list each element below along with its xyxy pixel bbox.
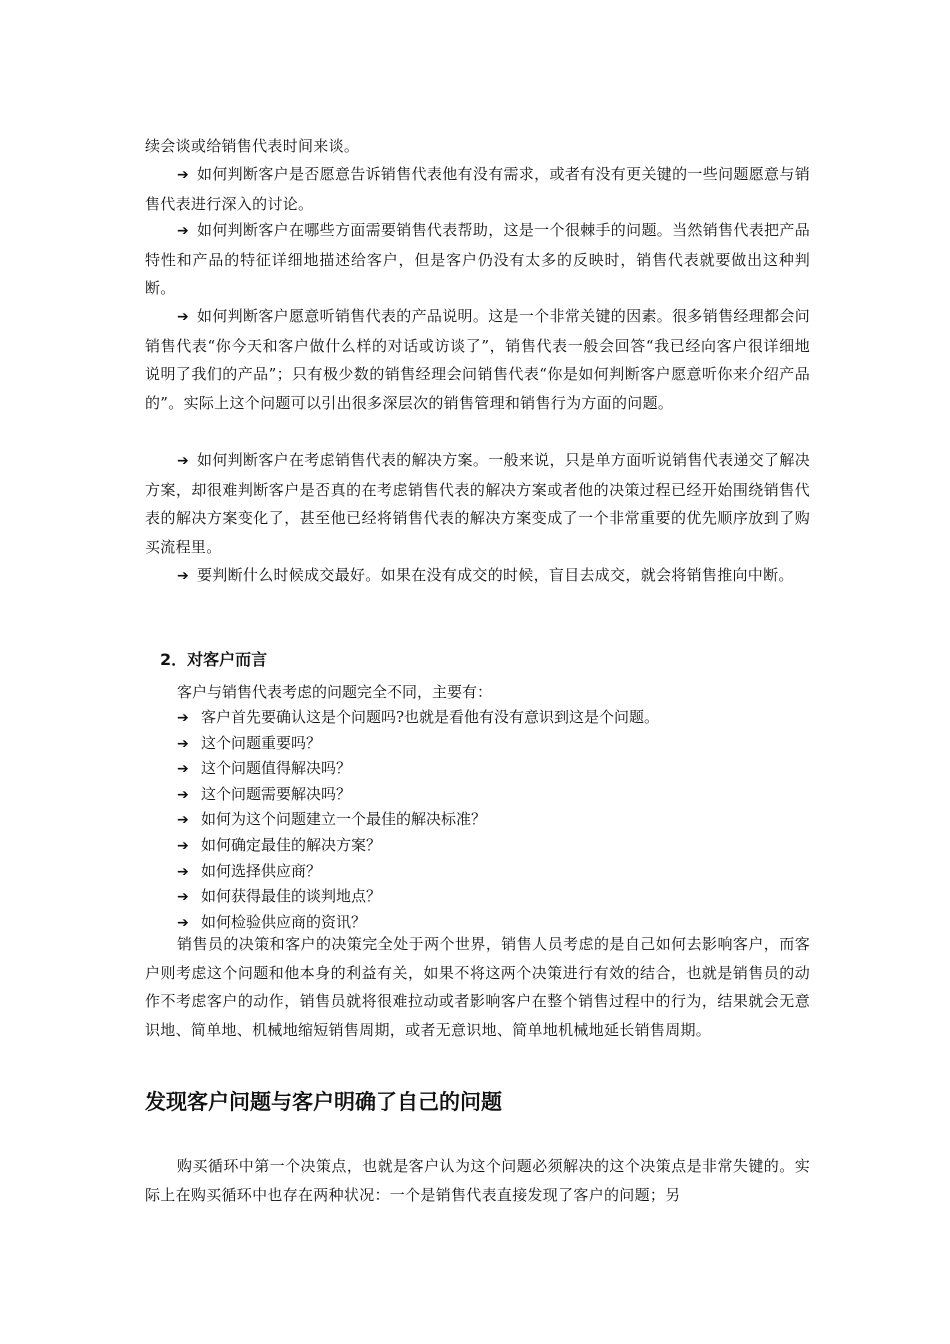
list-item-text: 如何为这个问题建立一个最佳的解决标准？ [201, 810, 487, 829]
arrow-bullet-icon: ➔ [177, 309, 190, 325]
paragraph-bullet [145, 446, 810, 561]
arrow-bullet-icon: ➔ [177, 761, 189, 778]
section-title: 2．对客户而言 [160, 650, 268, 669]
paragraph-continuation [145, 132, 810, 161]
list-item [177, 833, 659, 859]
paragraph-bullet [145, 216, 810, 303]
arrow-bullet-icon: ➔ [177, 889, 189, 906]
paragraph-text: 如何判断客户是否愿意告诉销售代表他有没有需求，或者有没有更关键的一些问题愿意与销售代表进行深入的讨论。 [145, 165, 810, 213]
arrow-bullet-icon: ➔ [177, 837, 189, 854]
list-item-text: 这个问题需要解决吗？ [201, 784, 352, 803]
list-item-text: 这个问题值得解决吗？ [201, 759, 352, 778]
section-heading: 发现客户问题与客户明确了自己的问题 [145, 1090, 502, 1114]
list-item-text: 客户首先要确认这是个问题吗?也就是看他有没有意识到这是个问题。 [201, 708, 660, 726]
summary-paragraph: 销售员的决策和客户的决策完全处于两个世界，销售人员考虑的是自己如何去影响客户，而客户则考虑这个问题和他本身的利益有关，如果不将这两个决策进行有效的结合，也就是销售员的动作不考虑客户的动作，销售员就将很难拉动或者影响客户在整个销售过程中的行为，结果就会无意识地、简单地、机械地缩短销售周期，或者无意识地、简单地机械地延长销售周期。 [145, 935, 810, 1039]
list-item [177, 731, 659, 757]
arrow-bullet-icon: ➔ [177, 223, 190, 239]
list-item [177, 756, 659, 782]
paragraph-bullet [145, 302, 810, 417]
arrow-bullet-icon: ➔ [177, 812, 189, 829]
arrow-bullet-icon: ➔ [177, 453, 190, 469]
question-list [177, 705, 659, 935]
list-item-text: 如何获得最佳的谈判地点？ [201, 887, 382, 906]
paragraph-text: 如何判断客户愿意听销售代表的产品说明。这是一个非常关键的因素。很多销售经理都会问销售代表“你今天和客户做什么样的对话或访谈了”，销售代表一般会回答“我已经向客户很详细地说明了我们的产品”；只有极少数的销售经理会问销售代表“你是如何判断客户愿意听你来介绍产品的”。实际上这个问题可以引出很多深层次的销售管理和销售行为方面的问题。 [145, 307, 810, 412]
arrow-bullet-icon: ➔ [177, 167, 190, 183]
arrow-bullet-icon: ➔ [177, 568, 190, 584]
arrow-bullet-icon: ➔ [177, 786, 189, 803]
arrow-bullet-icon: ➔ [177, 735, 189, 752]
list-item [177, 884, 659, 910]
paragraph-text: 要判断什么时候成交最好。如果在没有成交的时候，盲目去成交，就会将销售推向中断。 [197, 566, 794, 584]
paragraph-text: 如何判断客户在哪些方面需要销售代表帮助，这是一个很棘手的问题。当然销售代表把产品特性和产品的特征详细地描述给客户，但是客户仍没有太多的反映时，销售代表就要做出这种判断。 [145, 221, 810, 297]
arrow-bullet-icon: ➔ [177, 710, 189, 726]
paragraph-bullet [145, 160, 810, 218]
paragraph-text: 续会谈或给销售代表时间来谈。 [145, 137, 360, 155]
list-item [177, 807, 659, 833]
list-item-text: 如何检验供应商的资讯？ [201, 912, 367, 931]
paragraph-text: 如何判断客户在考虑销售代表的解决方案。一般来说，只是单方面听说销售代表递交了解决方案，却很难判断客户是否真的在考虑销售代表的解决方案或者他的决策过程已经开始围绕销售代表的解决方案变化了，甚至他已经将销售代表的解决方案变成了一个非常重要的优先顺序放到了购买流程里。 [145, 451, 810, 556]
list-item-text: 这个问题重要吗？ [201, 733, 322, 752]
section-intro: 客户与销售代表考虑的问题完全不同，主要有： [177, 683, 493, 701]
arrow-bullet-icon: ➔ [177, 863, 189, 880]
list-item [177, 782, 659, 808]
list-item [177, 859, 659, 885]
closing-paragraph: 购买循环中第一个决策点，也就是客户认为这个问题必须解决的这个决策点是非常失键的。实际上在购买循环中也存在两种状况：一个是销售代表直接发现了客户的问题；另 [145, 1157, 810, 1204]
list-item [177, 705, 659, 731]
arrow-bullet-icon: ➔ [177, 914, 189, 931]
list-item-text: 如何选择供应商？ [201, 861, 322, 880]
list-item-text: 如何确定最佳的解决方案？ [201, 835, 382, 854]
paragraph-bullet [145, 561, 810, 591]
